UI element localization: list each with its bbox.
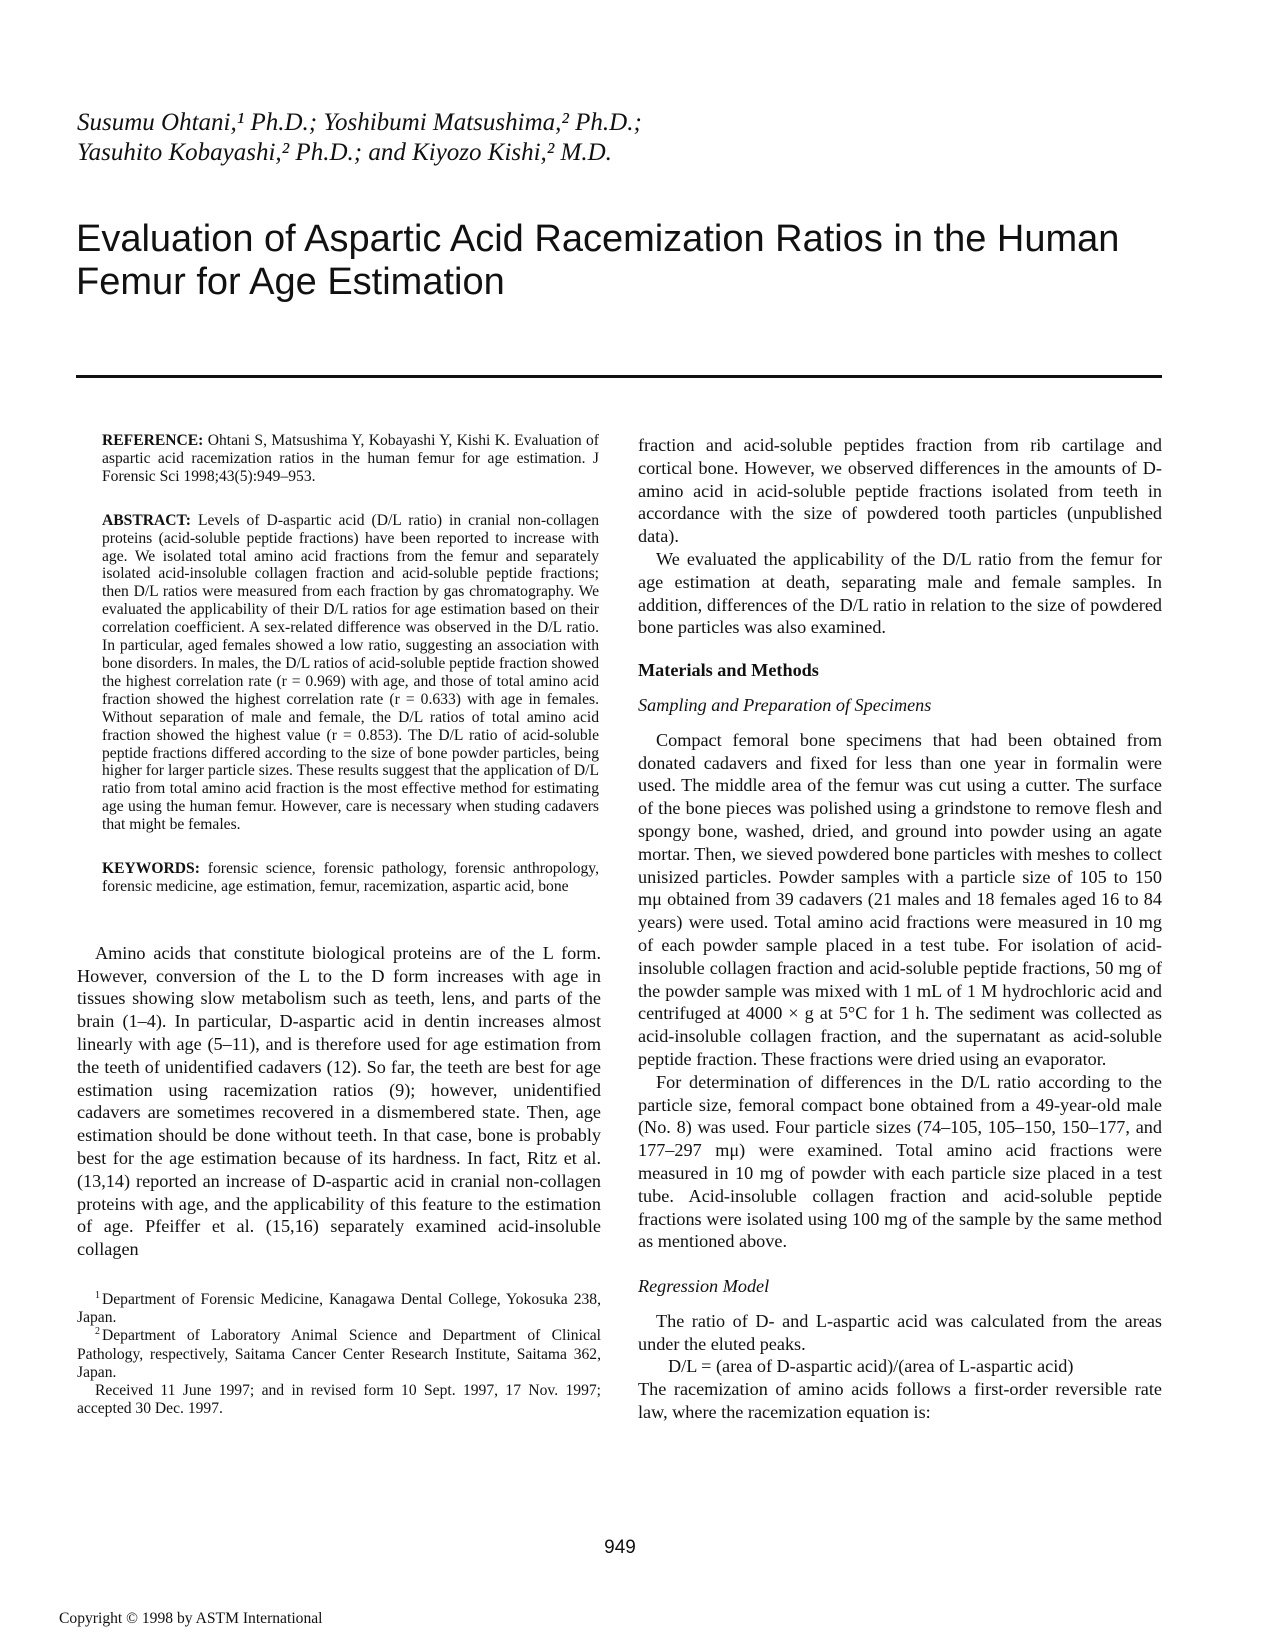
footnote-2-mark: 2 [95,1326,100,1338]
front-matter [77,432,601,896]
reference-label: REFERENCE: [102,432,204,449]
reference-paragraph [102,432,599,486]
keywords-paragraph [102,860,599,896]
author-line-1: Susumu Ohtani,¹ Ph.D.; Yoshibumi Matsushima,² Ph.D.; [77,109,642,136]
abstract-paragraph [102,512,599,834]
footnotes [77,1291,601,1418]
footnote-2 [77,1327,601,1382]
particle-size-paragraph: For determination of differences in the D/L ratio according to the particle size, femoral compact bone obtained from a 49-year-old male (No. 8) was used. Four particle sizes (74–105, 105–150, 150–177, and 177–297 mμ) were examined. Total amino acid fractions were measured in 10 mg of powder with each particle size placed in a test tube. Acid-insoluble collagen fraction and acid-soluble peptide fractions were isolated using 100 mg of the sample by the same method as mentioned above. [638,1071,1162,1252]
subheading-regression: Regression Model [638,1276,770,1297]
reference-text: Ohtani S, Matsushima Y, Kobayashi Y, Kishi K. Evaluation of aspartic acid racemization ratios in the human femur for age estimation. J Forensic Sci 1998;43(5):949–953. [102,432,599,485]
footnote-1-mark: 1 [95,1289,100,1301]
racemization-paragraph: The racemization of amino acids follows a first-order reversible rate law, where the racemization equation is: [638,1379,1162,1423]
keywords-label: KEYWORDS: [102,860,200,878]
subheading-sampling: Sampling and Preparation of Specimens [638,694,932,715]
footnote-1-text: Department of Forensic Medicine, Kanagawa Dental College, Yokosuka 238, Japan. [77,1291,601,1327]
ratio-equation: D/L = (area of D-aspartic acid)/(area of L-aspartic acid) [668,1356,1074,1377]
abstract-text: Levels of D-aspartic acid (D/L ratio) in cranial non-collagen proteins (acid-soluble peptide fractions) have been reported to increase with age. We isolated total amino acid fractions from the femur and separately isolated acid-insoluble collagen fraction and acid-soluble peptide fractions; then D/L ratios were measured from each fraction by gas chromatography. We evaluated the applicability of their D/L ratios for age estimation based on their correlation coefficient. A sex-related difference was observed in the D/L ratio. In particular, aged females showed a low ratio, suggesting an association with bone disorders. In males, the D/L ratios of acid-soluble peptide fraction showed the highest correlation rate (r = 0.969) with age, and those of total amino acid fraction showed the highest correlation rate (r = 0.633) with age in females. Without separation of male and female, the D/L ratios of total amino acid fraction showed the highest value (r = 0.853). The D/L ratio of acid-soluble peptide fractions differed according to the size of bone powder particles, being higher for larger particle sizes. These results suggest that the application of D/L ratio from total amino acid fraction is the most effective method for estimating age using the human femur. However, care is necessary when studing cadavers that might be females. [102,511,599,834]
received-note: Received 11 June 1997; and in revised form 10 Sept. 1997, 17 Nov. 1997; accepted 30 Dec. 1997. [77,1382,601,1418]
abstract-label: ABSTRACT: [102,511,191,529]
keywords-text: forensic science, forensic pathology, forensic anthropology, forensic medicine, age estimation, femur, racemization, aspartic acid, bone [102,860,599,895]
footnote-1 [77,1291,601,1327]
ratio-paragraph: The ratio of D- and L-aspartic acid was calculated from the areas under the eluted peaks. [638,1310,1162,1354]
evaluation-paragraph: We evaluated the applicability of the D/L ratio from the femur for age estimation at death, separating male and female samples. In addition, differences of the D/L ratio in relation to the size of powdered bone particles was also examined. [638,548,1162,638]
author-line-2: Yasuhito Kobayashi,² Ph.D.; and Kiyozo Kishi,² M.D. [77,139,612,166]
left-column [77,432,601,1418]
sampling-paragraph: Compact femoral bone specimens that had been obtained from donated cadavers and fixed for less than one year in formalin were used. The middle area of the femur was cut using a cutter. The surface of the bone pieces was polished using a grindstone to remove flesh and spongy bone, washed, dried, and ground into powder using an agate mortar. Then, we sieved powdered bone particles with meshes to collect unisized particles. Powder samples with a particle size of 105 to 150 mμ obtained from 39 cadavers (21 males and 18 females aged 16 to 84 years) were used. Total amino acid fractions were measured in 10 mg of each powder sample placed in a test tube. For isolation of acid-insoluble collagen fraction and acid-soluble peptide fractions, 50 mg of the powder sample was mixed with 1 mL of 1 M hydrochloric acid and centrifuged at 4000 × g at 5°C for 1 h. The sediment was collected as acid-insoluble collagen fraction, and the supernatant as acid-soluble peptide fraction. These fractions were dried using an evaporator. [638,729,1162,1069]
right-column [638,434,1162,1424]
article-title: Evaluation of Aspartic Acid Racemization Ratios in the Human Femur for Age Estimation [76,218,1120,303]
title-rule [76,375,1162,378]
introduction [77,942,601,1261]
page-number: 949 [604,1537,636,1558]
section-heading-methods: Materials and Methods [638,660,819,681]
footnote-2-text: Department of Laboratory Animal Science and Department of Clinical Pathology, respectively, Saitama Cancer Center Research Institute, Saitama 362, Japan. [77,1327,601,1381]
author-list [77,108,977,168]
copyright-notice: Copyright © 1998 by ASTM International [59,1610,323,1627]
intro-paragraph: Amino acids that constitute biological proteins are of the L form. However, conversion of the L to the D form increases with age in tissues showing slow metabolism such as teeth, lens, and parts of the brain (1–4). In particular, D-aspartic acid in dentin increases almost linearly with age (5–11), and is therefore used for age estimation from the teeth of unidentified cadavers (12). So far, the teeth are best for age estimation using racemization ratios (9); however, unidentified cadavers are sometimes recovered in a dismembered state. Then, age estimation should be done without teeth. In that case, bone is probably best for the age estimation because of its hardness. In fact, Ritz et al. (13,14) reported an increase of D-aspartic acid in cranial non-collagen proteins with age, and the applicability of this feature to the estimation of age. Pfeiffer et al. (15,16) separately examined acid-insoluble collagen [77,942,601,1260]
continuation-paragraph: fraction and acid-soluble peptides fraction from rib cartilage and cortical bone. However, we observed differences in the amounts of D-amino acid in acid-soluble peptide fractions isolated from teeth in accordance with the size of powdered tooth particles (unpublished data). [638,435,1162,547]
